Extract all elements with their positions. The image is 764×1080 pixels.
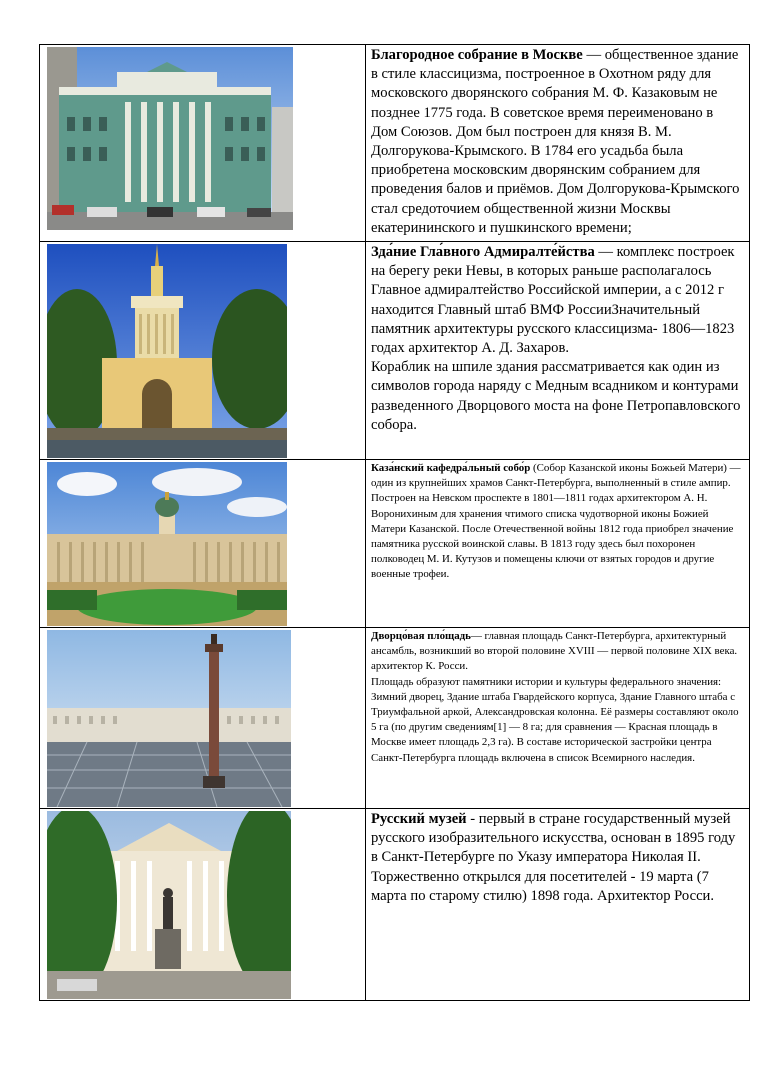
photo-russian-museum	[47, 811, 291, 999]
photo-admiralty	[47, 244, 287, 458]
photo-noble-assembly	[47, 47, 293, 230]
text-cell	[366, 242, 750, 460]
photo-cell	[40, 809, 366, 1001]
monument-title: Зда́ние Гла́вного Адмиралте́йства	[371, 244, 595, 260]
text-cell	[366, 809, 750, 1001]
description-continued: Площадь образуют памятники истории и культуры федерального значения: Зимний дворец, Здание штаба Гвардейского корпуса, Здание Главного штаба с Триумфальной аркой, Александровская колонна. Её размеры составляют около 5 га (по другим сведениям[1] — 8 га; для сравнения — Красная площадь в Москве имеет площадь 2,3 га). В составе исторической застройки центра Санкт-Петербурга площадь включена в список Всемирного наследия.	[371, 675, 739, 764]
photo-cell	[40, 242, 366, 460]
description	[371, 461, 743, 583]
photo-cell	[40, 628, 366, 809]
description-text: — комплекс построек на берегу реки Невы, в которых раньше располагалось Главное адмиралтейство Российской империи, а с 2012 г находится Главный штаб ВМФ РоссииЗначительный памятник архитектуры русского классицизма- 1806—1823 годах архитектор А. Д. Захаров.	[371, 244, 735, 357]
description	[371, 810, 743, 906]
description-text: - первый в стране государственный музей русского изобразительного искусства, основан в 1895 году в Санкт-Петербурге по Указу императора Николая II. Торжественно открылся для посетителей - 19 марта (7 марта по старому стилю) 1898 года. Архитектор Росси.	[371, 811, 736, 904]
monument-title: Дворцо́вая пло́щадь	[371, 630, 471, 642]
monuments-table	[39, 44, 750, 1001]
table-row	[40, 628, 750, 809]
description	[371, 243, 743, 358]
description	[371, 46, 743, 238]
description-continued: Кораблик на шпиле здания рассматривается как один из символов города наряду с Медным всадником и контурами разведенного Дворцового моста на фоне Петропавловского собора.	[371, 359, 741, 433]
photo-cell	[40, 45, 366, 242]
monument-title: Русский музей	[371, 811, 467, 827]
description	[371, 629, 743, 675]
text-cell	[366, 460, 750, 628]
monument-title: Благородное собрание в Москве	[371, 47, 583, 63]
text-cell	[366, 628, 750, 809]
table-row	[40, 45, 750, 242]
monument-title: Каза́нский кафедра́льный собо́р	[371, 462, 531, 474]
description-text: — главная площадь Санкт-Петербурга, архитектурный ансамбль, возникший во второй половине XVIII — первой половине XIX века. архитектор К. Росси.	[371, 630, 738, 673]
text-cell	[366, 45, 750, 242]
description-text: (Собор Казанской иконы Божьей Матери) — один из крупнейших храмов Санкт-Петербурга, выполненный в стиле ампир. Построен на Невском проспекте в 1801—1811 годах архитектором А. Н. Воронихиным для хранения чтимого списка чудотворной иконы Божией Матери Казанской. После Отечественной войны 1812 года приобрел значение памятника русской воинской славы. В 1813 году здесь был похоронен полководец М. И. Кутузов и помещены ключи от взятых городов и другие военные трофеи.	[371, 462, 741, 581]
photo-kazan-cathedral	[47, 462, 287, 626]
table-row	[40, 460, 750, 628]
description-text: — общественное здание в стиле классицизма, построенное в Охотном ряду для московского дворянского собрания М. Ф. Казаковым не позднее 1775 года. В советское время переименовано в Дом Союзов. Дом был построен для князя В. М. Долгорукова-Крымского. В 1784 его усадьба была приобретена московским дворянским собранием для проведения балов и приёмов. Дом Долгорукова-Крымского стал средоточием общественной жизни Москвы екатерининского и пушкинского времени;	[371, 47, 740, 236]
photo-palace-square	[47, 630, 291, 807]
table-row	[40, 242, 750, 460]
table-row	[40, 809, 750, 1001]
photo-cell	[40, 460, 366, 628]
